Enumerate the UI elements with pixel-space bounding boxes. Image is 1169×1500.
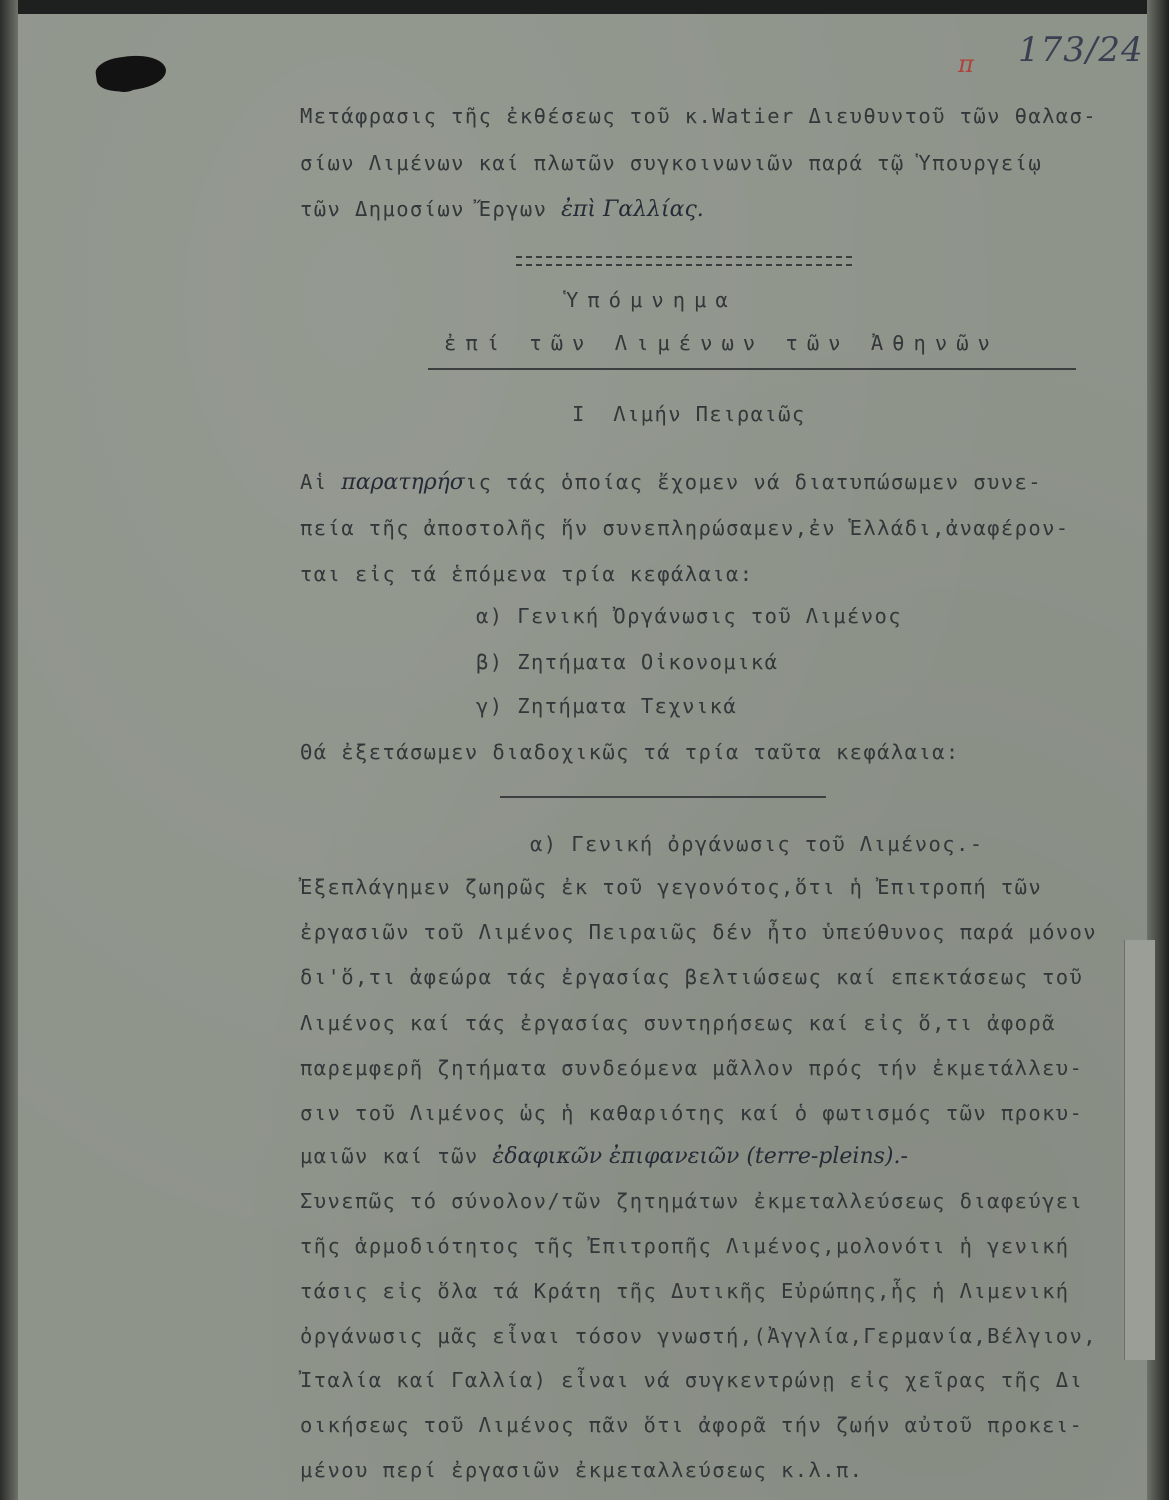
scan-border-left xyxy=(0,0,18,1500)
intro-handwritten: παρατηρήσ xyxy=(341,470,465,495)
header-line-3-typed: τῶν Δημοσίων Ἔργων xyxy=(300,197,548,221)
red-mark: π xyxy=(958,50,974,78)
section-heading: Ι Λιμήν Πειραιῶς xyxy=(572,402,806,426)
intro-line-3: ται εἰς τά ἑπόμενα τρία κεφάλαια: xyxy=(300,562,754,586)
body-handwritten: ἐδαφικῶν ἐπιφανειῶν (terre-pleins).- xyxy=(492,1144,908,1169)
header-handwritten: ἐπὶ Γαλλίας. xyxy=(561,197,704,222)
scan-border-top xyxy=(0,0,1169,14)
body-line: μένου περί ἐργασιῶν ἐκμεταλλεύσεως κ.λ.π. xyxy=(300,1458,864,1482)
body-line: παρεμφερῆ ζητήματα συνδεόμενα μᾶλλον πρός τήν ἐκμετάλλευ- xyxy=(300,1056,1084,1080)
body-line: Λιμένος καί τάς ἐργασίας συντηρήσεως καί εἰς ὅ,τι ἀφορᾶ xyxy=(300,1011,1056,1035)
body-line: τῆς ἁρμοδιότητος τῆς Ἐπιτροπῆς Λιμένος,μολονότι ἡ γενική xyxy=(300,1234,1070,1258)
title-line-1: Ὑπόμνημα xyxy=(566,288,737,312)
title-underline xyxy=(428,368,1076,370)
body-line: σιν τοῦ Λιμένος ὡς ἡ καθαριότης καί ὁ φωτισμός τῶν προκυ- xyxy=(300,1101,1084,1125)
page-reference: 173/24 xyxy=(1018,30,1144,70)
chapter-item: α) Γενική Ὀργάνωσις τοῦ Λιμένος xyxy=(476,604,903,628)
paper-damage-hole-small xyxy=(112,80,136,92)
body-line: Ἐξεπλάγημεν ζωηρῶς ἐκ τοῦ γεγονότος,ὅτι ἡ Ἐπιτροπή τῶν xyxy=(300,875,1043,899)
body-line: δι'ὅ,τι ἀφεώρα τάς ἐργασίας βελτιώσεως καί επεκτάσεως τοῦ xyxy=(300,965,1084,989)
chapter-item: β) Ζητήματα Οἰκονομικά xyxy=(476,650,779,674)
header-line-1: Μετάφρασις τῆς ἐκθέσεως τοῦ κ.Watier Διευθυντοῦ τῶν θαλασ- xyxy=(300,104,1098,128)
body-line: ὀργάνωσις μᾶς εἶναι τόσον γνωστή,(Ἀγγλία,Γερμανία,Βέλγιον, xyxy=(300,1324,1098,1348)
attached-paper-tab xyxy=(1124,940,1155,1360)
intro-line-1 xyxy=(300,470,1042,495)
outro-line: Θά ἐξετάσωμεν διαδοχικῶς τά τρία ταῦτα κεφάλαια: xyxy=(300,740,960,764)
section-separator xyxy=(500,796,826,798)
intro-line-1-start: Αἱ xyxy=(300,470,328,494)
body-line: τάσις εἰς ὅλα τά Κράτη τῆς Δυτικῆς Εὐρώπης,ἧς ἡ Λιμενική xyxy=(300,1279,1070,1303)
body-line: Συνεπῶς τό σύνολον/τῶν ζητημάτων ἐκμεταλλεύσεως διαφεύγει xyxy=(300,1189,1084,1213)
body-line xyxy=(300,1144,908,1169)
title-line-2: ἐπί τῶν Λιμένων τῶν Ἀθηνῶν xyxy=(444,331,999,355)
chapter-item: γ) Ζητήματα Τεχνικά xyxy=(476,694,738,718)
intro-line-1-rest: ις τάς ὁποίας ἔχομεν νά διατυπώσωμεν συνε- xyxy=(464,470,1042,494)
body-line: ἐργασιῶν τοῦ Λιμένος Πειραιῶς δέν ἦτο ὑπεύθυνος παρά μόνον xyxy=(300,920,1098,944)
subsection-heading: α) Γενική ὀργάνωσις τοῦ Λιμένος.- xyxy=(530,832,984,856)
header-line-2: σίων Λιμένων καί πλωτῶν συγκοινωνιῶν παρά τῷ Ὑπουργείῳ xyxy=(300,151,1043,175)
body-line-typed: μαιῶν καί τῶν xyxy=(300,1144,479,1168)
body-line: οικήσεως τοῦ Λιμένος πᾶν ὅτι ἀφορᾶ τήν ζωήν αὐτοῦ προκει- xyxy=(300,1413,1084,1437)
intro-line-2: πεία τῆς ἀποστολῆς ἥν συνεπληρώσαμεν,ἐν Ἑλλάδι,ἀναφέρον- xyxy=(300,516,1070,540)
header-line-3 xyxy=(300,197,704,222)
dashed-separator xyxy=(516,256,852,266)
body-line: Ἰταλία καί Γαλλία) εἶναι νά συγκεντρώνῃ εἰς χεῖρας τῆς Δι xyxy=(300,1368,1084,1392)
